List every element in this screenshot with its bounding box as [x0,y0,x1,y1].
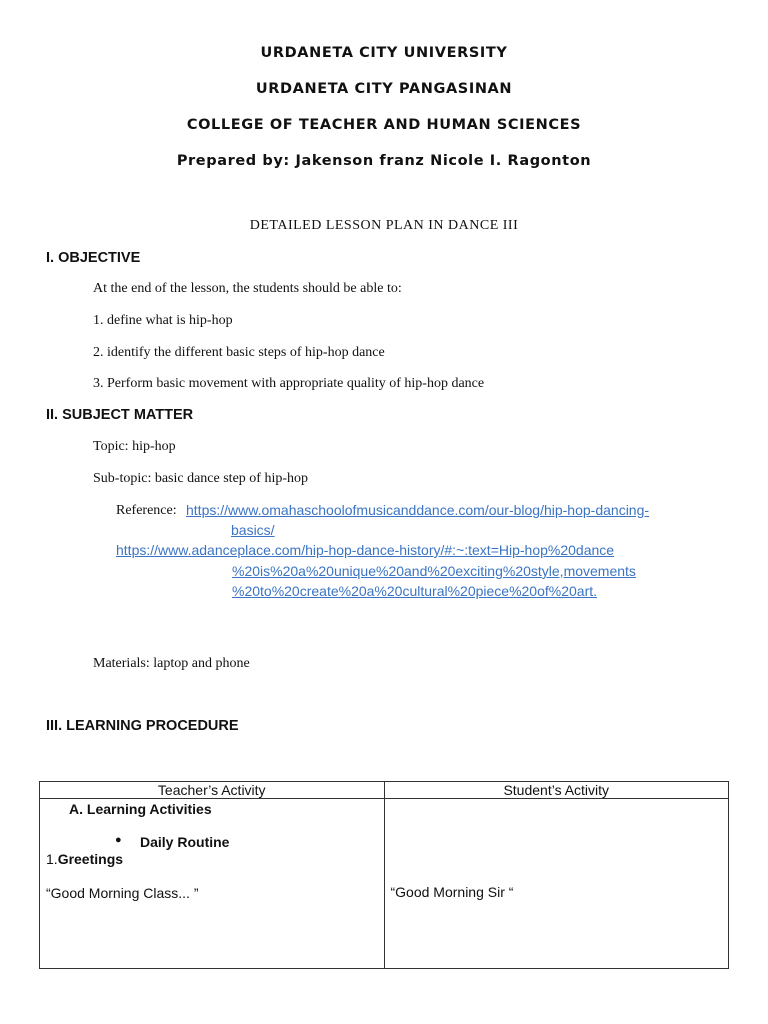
reference-label: Reference: [116,503,177,518]
student-activity-header: Student’s Activity [384,782,729,799]
reference-link[interactable]: %20to%20create%20a%20cultural%20piece%20of%20art. [232,583,598,599]
student-greeting: “Good Morning Sir “ [390,884,514,900]
bullet-icon: ● [115,834,122,846]
teacher-greeting: “Good Morning Class... ” [46,885,199,901]
daily-routine-label: Daily Routine [140,834,230,850]
greetings-item [46,851,123,867]
materials: Materials: laptop and phone [93,656,250,671]
reference-link[interactable]: %20is%20a%20unique%20and%20exciting%20style,movements [232,563,636,579]
reference-link[interactable]: https://www.adanceplace.com/hip-hop-dance-history/#:~:text=Hip-hop%20dance [116,542,615,558]
university-location: URDANETA CITY PANGASINAN [255,81,513,97]
college-name: COLLEGE OF TEACHER AND HUMAN SCIENCES [186,117,582,133]
teacher-activity-header: Teacher’s Activity [40,782,385,799]
subtopic: Sub-topic: basic dance step of hip-hop [93,471,309,486]
objective-heading: I. OBJECTIVE [46,250,141,266]
document-title: DETAILED LESSON PLAN IN DANCE III [249,218,519,233]
greetings-number: 1. [46,851,58,867]
prepared-by: Prepared by: Jakenson franz Nicole I. Ragonton [176,153,592,169]
activities-table [39,781,729,969]
reference-link[interactable]: basics/ [231,522,275,538]
learning-procedure-heading: III. LEARNING PROCEDURE [46,718,239,734]
reference-link[interactable]: https://www.omahaschoolofmusicanddance.com/our-blog/hip-hop-dancing- [186,502,650,518]
objective-item: 1. define what is hip-hop [93,313,233,328]
greetings-label: Greetings [57,851,124,867]
objective-intro: At the end of the lesson, the students should be able to: [93,281,402,296]
objective-item: 2. identify the different basic steps of hip-hop dance [93,345,385,360]
objective-item: 3. Perform basic movement with appropriate quality of hip-hop dance [93,376,485,391]
learning-activities-label: A. Learning Activities [69,801,212,817]
topic: Topic: hip-hop [93,439,176,454]
teacher-activity-cell [40,799,385,969]
subject-matter-heading: II. SUBJECT MATTER [46,407,194,423]
student-activity-cell [384,799,729,969]
university-name: URDANETA CITY UNIVERSITY [260,45,508,61]
